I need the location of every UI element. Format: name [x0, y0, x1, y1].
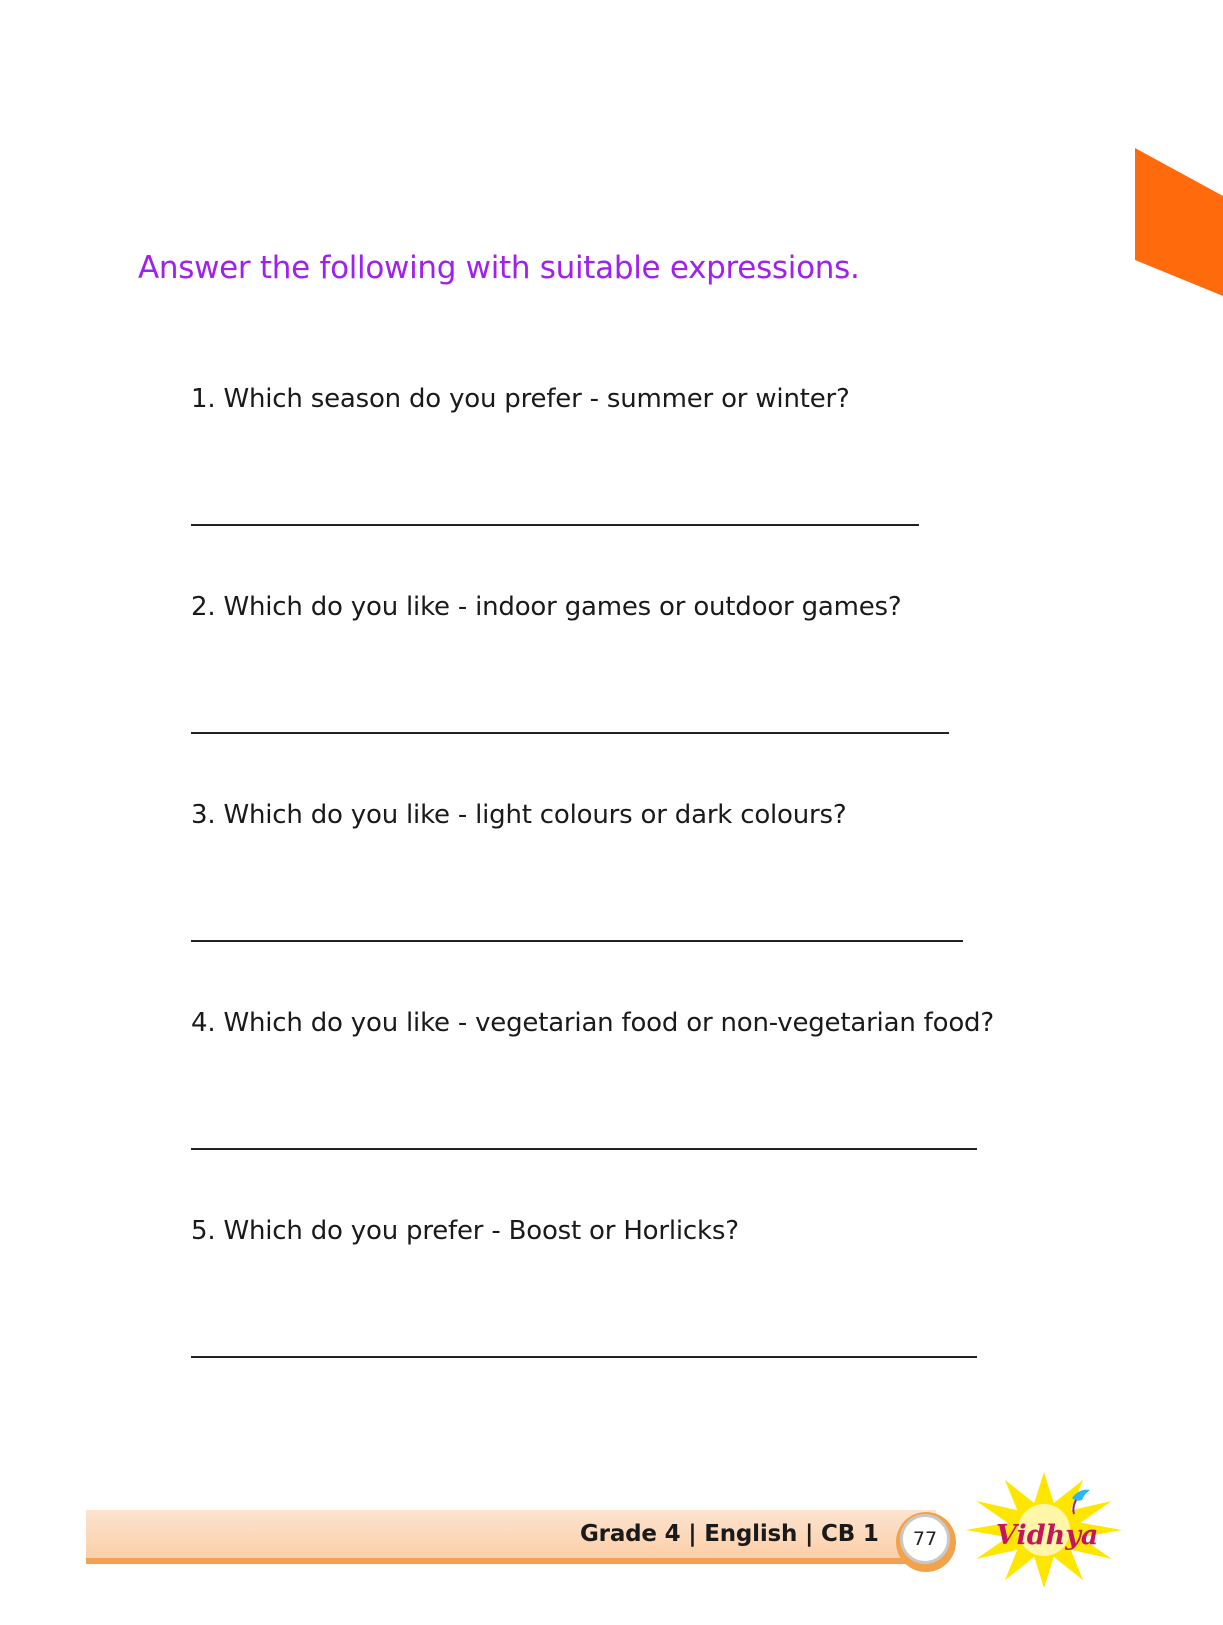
question-2: 2. Which do you like - indoor games or outdoor games?	[191, 592, 902, 622]
page-number: 77	[912, 1528, 938, 1550]
page-number-badge	[900, 1514, 950, 1564]
question-1: 1. Which season do you prefer - summer or winter?	[191, 384, 850, 414]
answer-line-1[interactable]	[191, 524, 919, 526]
logo-wordmark: Vidhya	[996, 1520, 1099, 1551]
corner-tab-shape	[1135, 148, 1223, 296]
answer-line-5[interactable]	[191, 1356, 977, 1358]
question-3: 3. Which do you like - light colours or dark colours?	[191, 800, 847, 830]
footer-label: Grade 4 | English | CB 1	[580, 1521, 879, 1547]
answer-line-2[interactable]	[191, 732, 949, 734]
instruction-heading: Answer the following with suitable expressions.	[138, 250, 860, 286]
question-4: 4. Which do you like - vegetarian food or non-vegetarian food?	[191, 1008, 994, 1038]
answer-line-4[interactable]	[191, 1148, 977, 1150]
question-5: 5. Which do you prefer - Boost or Horlicks?	[191, 1216, 739, 1246]
answer-line-3[interactable]	[191, 940, 963, 942]
